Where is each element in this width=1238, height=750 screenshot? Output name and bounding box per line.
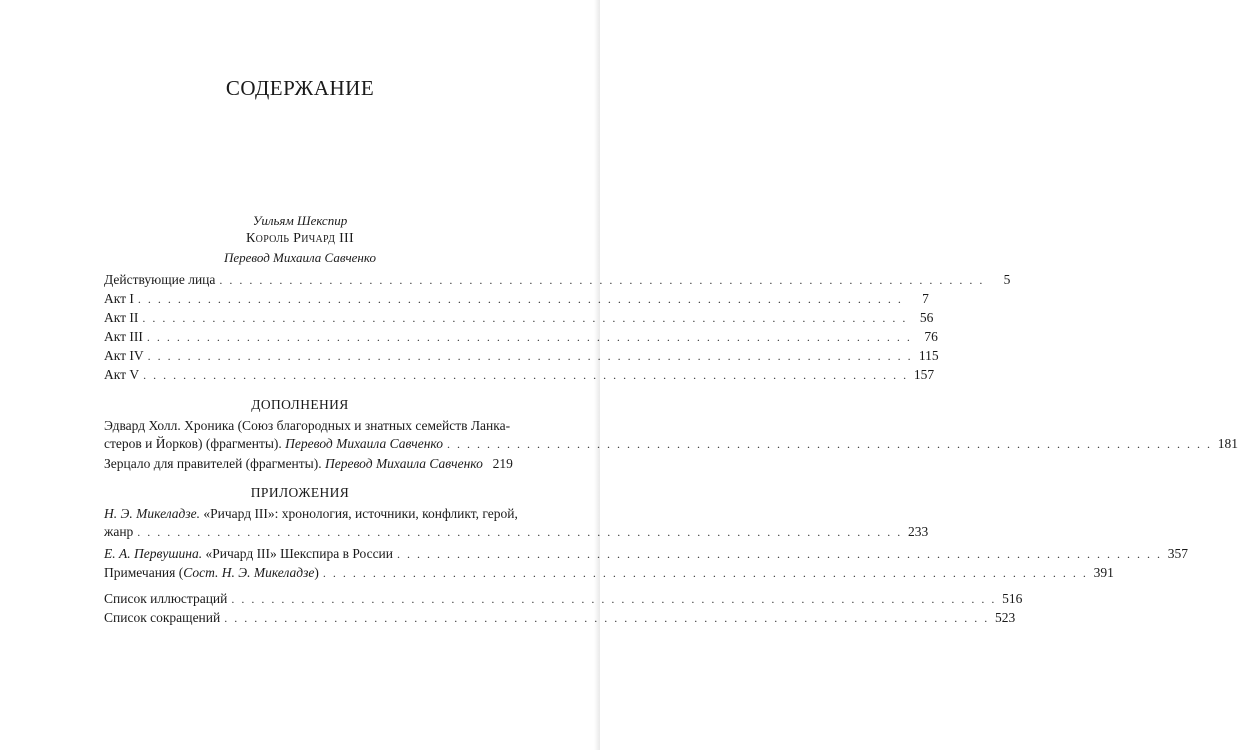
toc-entry-label: Зерцало для правителей (фрагменты). <box>104 456 322 471</box>
toc-entry-act-1[interactable] <box>104 290 929 308</box>
toc-page-number: 115 <box>918 348 939 363</box>
section-heading-appendices: ПРИЛОЖЕНИЯ <box>250 485 350 500</box>
toc-entry-act-3[interactable] <box>104 328 938 346</box>
leader-dots: . . . . . . . . . . . . . . . . . . . . . . . . . . . . . . . . . . . . . . . . . . . . . . . . . . . . . . . . . . . . . . . . . . . . . . . . . . . . . <box>447 437 1212 451</box>
toc-entry-hall-chronicle[interactable] <box>104 417 1238 453</box>
toc-entry-label: Акт I <box>104 291 134 306</box>
leader-dots: . . . . . . . . . . . . . . . . . . . . . . . . . . . . . . . . . . . . . . . . . . . . . . . . . . . . . . . . . . . . . . . . . . . . . . . . . . . . . <box>143 368 909 382</box>
leader-dots: . . . . . . . . . . . . . . . . . . . . . . . . . . . . . . . . . . . . . . . . . . . . . . . . . . . . . . . . . . . . . . . . . . . . . . . . . . . . . <box>224 611 990 625</box>
toc-entry-label: Список иллюстраций <box>104 591 228 606</box>
toc-page-number: 76 <box>924 329 938 344</box>
page-title: СОДЕРЖАНИЕ <box>225 76 375 100</box>
toc-entry-credit: Перевод Михаила Савченко <box>285 436 443 451</box>
toc-entry-notes[interactable] <box>104 564 1114 582</box>
toc-entry-mikeladze-essay[interactable] <box>104 505 929 541</box>
toc-entry-label: Акт II <box>104 310 139 325</box>
toc-entry-label: Акт V <box>104 367 140 382</box>
toc-page-number: 56 <box>919 310 934 325</box>
toc-page-number: 157 <box>913 367 935 382</box>
toc-entry-label: Примечания ( <box>104 565 184 580</box>
toc-entry-label-end: ) <box>314 565 319 580</box>
toc-entry-author: Н. Э. Микеладзе. <box>104 506 200 521</box>
toc-entry-act-2[interactable] <box>104 309 934 327</box>
play-translator: Перевод Михаила Савченко <box>224 250 376 265</box>
section-heading-supplements: ДОПОЛНЕНИЯ <box>251 397 349 412</box>
toc-page-number: 7 <box>922 291 929 306</box>
toc-page-number: 181 <box>1217 436 1238 451</box>
play-author: Уильям Шекспир <box>252 213 348 228</box>
toc-entry-pervushina-essay[interactable] <box>104 545 1189 563</box>
leader-dots: . . . . . . . . . . . . . . . . . . . . . . . . . . . . . . . . . . . . . . . . . . . . . . . . . . . . . . . . . . . . . . . . . . . . . . . . . . . . . <box>147 349 913 363</box>
leader-dots: . . . . . . . . . . . . . . . . . . . . . . . . . . . . . . . . . . . . . . . . . . . . . . . . . . . . . . . . . . . . . . . . . . . . . . . . . . . . . <box>231 592 997 606</box>
leader-dots: . . . . . . . . . . . . . . . . . . . . . . . . . . . . . . . . . . . . . . . . . . . . . . . . . . . . . . . . . . . . . . . . . . . . . . . . . . . . . <box>322 566 1088 580</box>
toc-page-number: 516 <box>1002 591 1023 606</box>
toc-page-number: 233 <box>908 524 929 539</box>
leader-dots: . . . . . . . . . . . . . . . . . . . . . . . . . . . . . . . . . . . . . . . . . . . . . . . . . . . . . . . . . . . . . . . . . . . . . . . . . . . . . <box>146 330 912 344</box>
toc-entry-abbreviations[interactable] <box>104 609 1016 627</box>
toc-entry-label: Акт III <box>104 329 143 344</box>
toc-entry-illustrations[interactable] <box>104 590 1023 608</box>
toc-entry-line: жанр <box>104 524 134 539</box>
leader-dots: . . . . . . . . . . . . . . . . . . . . . . . . . . . . . . . . . . . . . . . . . . . . . . . . . . . . . . . . . . . . . . . . . . . . . . . . . . . . . <box>142 311 908 325</box>
toc-entry-label: Список сокращений <box>104 610 221 625</box>
toc-entry-act-5[interactable] <box>104 366 935 384</box>
toc-entry-line: «Ричард III»: хронология, источники, конфликт, герой, <box>203 506 518 521</box>
toc-page-number: 219 <box>492 456 513 471</box>
leader-dots: . . . . . . . . . . . . . . . . . . . . . . . . . . . . . . . . . . . . . . . . . . . . . . . . . . . . . . . . . . . . . . . . . . . . . . . . . . . . . <box>137 525 903 539</box>
play-title: Король Ричард III <box>246 231 354 246</box>
toc-entry-act-4[interactable] <box>104 347 939 365</box>
toc-entry-line: Эдвард Холл. Хроника (Союз благородных и знатных семейств Ланка- <box>104 418 511 433</box>
toc-entry-credit: Сост. Н. Э. Микеладзе <box>183 565 315 580</box>
toc-entry-label: Акт IV <box>104 348 144 363</box>
toc-page-number: 357 <box>1167 546 1189 561</box>
toc-page-number: 523 <box>994 610 1016 625</box>
leader-dots: . . . . . . . . . . . . . . . . . . . . . . . . . . . . . . . . . . . . . . . . . . . . . . . . . . . . . . . . . . . . . . . . . . . . . . . . . . . . . <box>397 547 1163 561</box>
leader-dots: . . . . . . . . . . . . . . . . . . . . . . . . . . . . . . . . . . . . . . . . . . . . . . . . . . . . . . . . . . . . . . . . . . . . . . . . . . . . . <box>137 292 903 306</box>
toc-entry-label: «Ричард III» Шекспира в России <box>205 546 394 561</box>
toc-page-number: 5 <box>1003 272 1011 287</box>
toc-entry-label: Действующие лица <box>104 272 216 287</box>
toc-entry-characters[interactable] <box>104 271 1011 289</box>
leader-dots: . . . . . . . . . . . . . . . . . . . . . . . . . . . . . . . . . . . . . . . . . . . . . . . . . . . . . . . . . . . . . . . . . . . . . . . . . . . . . <box>219 273 985 287</box>
toc-entry-author: Е. А. Первушина. <box>104 546 203 561</box>
toc-entry-line: стеров и Йорков) (фрагменты). <box>104 436 282 451</box>
toc-entry-credit: Перевод Михаила Савченко <box>325 456 483 471</box>
toc-entry-mirror-for-magistrates[interactable] <box>104 455 513 473</box>
toc-page-number: 391 <box>1093 565 1114 580</box>
